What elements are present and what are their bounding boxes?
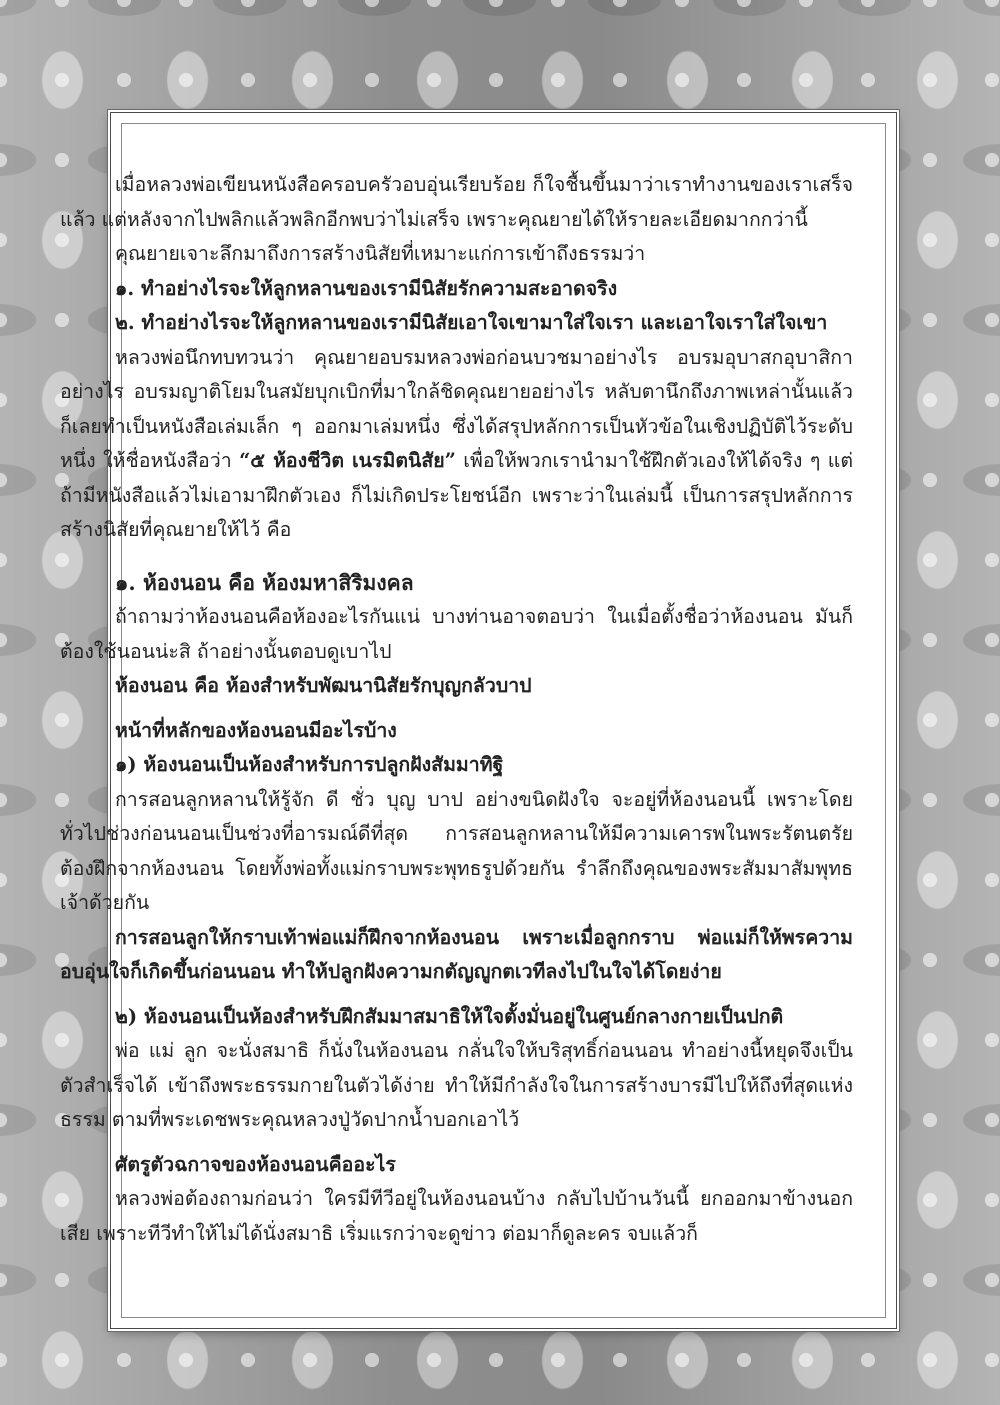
spacer [60, 548, 853, 566]
paragraph-book-part-a: หลวงพ่อนึกทบทวนว่า คุณยายอบรมหลวงพ่อก่อนบวชมาอย่างไร อบรมอุบาสกอุบาสิกาอย่างไร อบรมญาติโยมในสมัยบุกเบิกที่มาใกล้ชิดคุณยายอย่างไร หลับตานึกถึงภาพเหล่านั้นแล้ว ก็เลยทำเป็นหนังสือเล่มเล็ก ๆ ออกมาเล่มหนึ่ง ซึ่งได้สรุปหลักการเป็นหัวข้อในเชิงปฏิบัติไว้ระดับหนึ่ง ให้ชื่อหนังสือว่า [60, 345, 853, 472]
page-content [60, 168, 853, 1251]
paragraph-book-part-b: เพื่อให้พวกเรานำมาใช้ฝึกตัวเองให้ได้จริง ๆ แต่ถ้ามีหนังสือแล้วไม่เอามาฝึกตัวเอง ก็ไม่เกิดประโยชน์อีก เพราะว่าในเล่มนี้ เป็นการสรุปหลักการสร้างนิสัยที่คุณยายให้ไว้ คือ [60, 449, 853, 541]
section-heading-bedroom: ๑. ห้องนอน คือ ห้องมหาสิริมงคล [115, 569, 414, 595]
subheading-enemy: ศัตรูตัวฉกาจของห้องนอนคืออะไร [115, 1152, 396, 1176]
book-title: “๕ ห้องชีวิต เนรมิตนิสัย” [239, 449, 456, 472]
paragraph-book [60, 341, 853, 548]
list-item-2: ๒. ทำอย่างไรจะให้ลูกหลานของเรามีนิสัยเอาใจเขามาใส่ใจเรา และเอาใจเราใส่ใจเขา [115, 311, 828, 334]
paragraph-duty-1-emphasis: การสอนลูกให้กราบเท้าพ่อแม่ก็ฝึกจากห้องนอน เพราะเมื่อลูกกราบ พ่อแม่ก็ให้พรความอบอุ่นใจก็เกิดขึ้นก่อนนอน ทำให้ปลูกฝังความกตัญญูกตเวทีลงไปในใจได้โดยง่าย [60, 925, 853, 983]
paragraph-intro: เมื่อหลวงพ่อเขียนหนังสือครอบครัวอบอุ่นเรียบร้อย ก็ใจชื้นขึ้นมาว่าเราทำงานของเราเสร็จแล้ว แต่หลังจากไปพลิกแล้วพลิกอีกพบว่าไม่เสร็จ เพราะคุณยายได้ให้รายละเอียดมากกว่านี้ [60, 173, 853, 231]
paragraph-enemy: หลวงพ่อต้องถามก่อนว่า ใครมีทีวีอยู่ในห้องนอนบ้าง กลับไปบ้านวันนี้ ยกออกมาข้างนอกเสีย เพราะทีวีทำให้ไม่ได้นั่งสมาธิ เริ่มแรกว่าจะดูข่าว ต่อมาก็ดูละคร จบแล้วก็ [60, 1187, 853, 1245]
paragraph-duty-2: พ่อ แม่ ลูก จะนั่งสมาธิ ก็นั่งในห้องนอน กลั่นใจให้บริสุทธิ์ก่อนนอน ทำอย่างนี้หยุดจึงเป็นตัวสำเร็จได้ เข้าถึงพระธรรมกายในตัวได้ง่าย ทำให้มีกำลังใจในการสร้างบารมีไปให้ถึงที่สุดแห่งธรรม ตามที่พระเดชพระคุณหลวงปู่วัดปากน้ำบอกเอาไว้ [60, 1039, 853, 1131]
subheading-duty-2: ๒) ห้องนอนเป็นห้องสำหรับฝึกสัมมาสมาธิให้ใจตั้งมั่นอยู่ในศูนย์กลางกายเป็นปกติ [115, 1004, 784, 1028]
list-item-1: ๑. ทำอย่างไรจะให้ลูกหลานของเรามีนิสัยรักความสะอาดจริง [115, 276, 618, 300]
paragraph-bedroom-question: ถ้าถามว่าห้องนอนคือห้องอะไรกันแน่ บางท่านอาจตอบว่า ในเมื่อตั้งชื่อว่าห้องนอน มันก็ต้องใช้นอนน่ะสิ ถ้าอย่างนั้นตอบดูเบาไป [60, 605, 853, 663]
bedroom-definition: ห้องนอน คือ ห้องสำหรับพัฒนานิสัยรักบุญกลัวบาป [115, 674, 532, 697]
spacer [60, 704, 853, 714]
subheading-duties: หน้าที่หลักของห้องนอนมีอะไรบ้าง [115, 718, 397, 742]
spacer [60, 1138, 853, 1148]
spacer [60, 990, 853, 1000]
subheading-duty-1: ๑) ห้องนอนเป็นห้องสำหรับการปลูกฝังสัมมาทิฐิ [115, 753, 504, 776]
paragraph-duty-1: การสอนลูกหลานให้รู้จัก ดี ชั่ว บุญ บาป อย่างขนิดฝังใจ จะอยู่ที่ห้องนอนนี้ เพราะโดยทั่วไปช่วงก่อนนอนเป็นช่วงที่อารมณ์ดีที่สุด การสอนลูกหลานให้มีความเคารพในพระรัตนตรัย ต้องฝึกจากห้องนอน โดยทั้งพ่อทั้งแม่กราบพระพุทธรูปด้วยกัน รำลึกถึงคุณของพระสัมมาสัมพุทธเจ้าด้วยกัน [60, 787, 853, 914]
paragraph-yai-lead: คุณยายเจาะลึกมาถึงการสร้างนิสัยที่เหมาะแก่การเข้าถึงธรรมว่า [115, 242, 646, 265]
